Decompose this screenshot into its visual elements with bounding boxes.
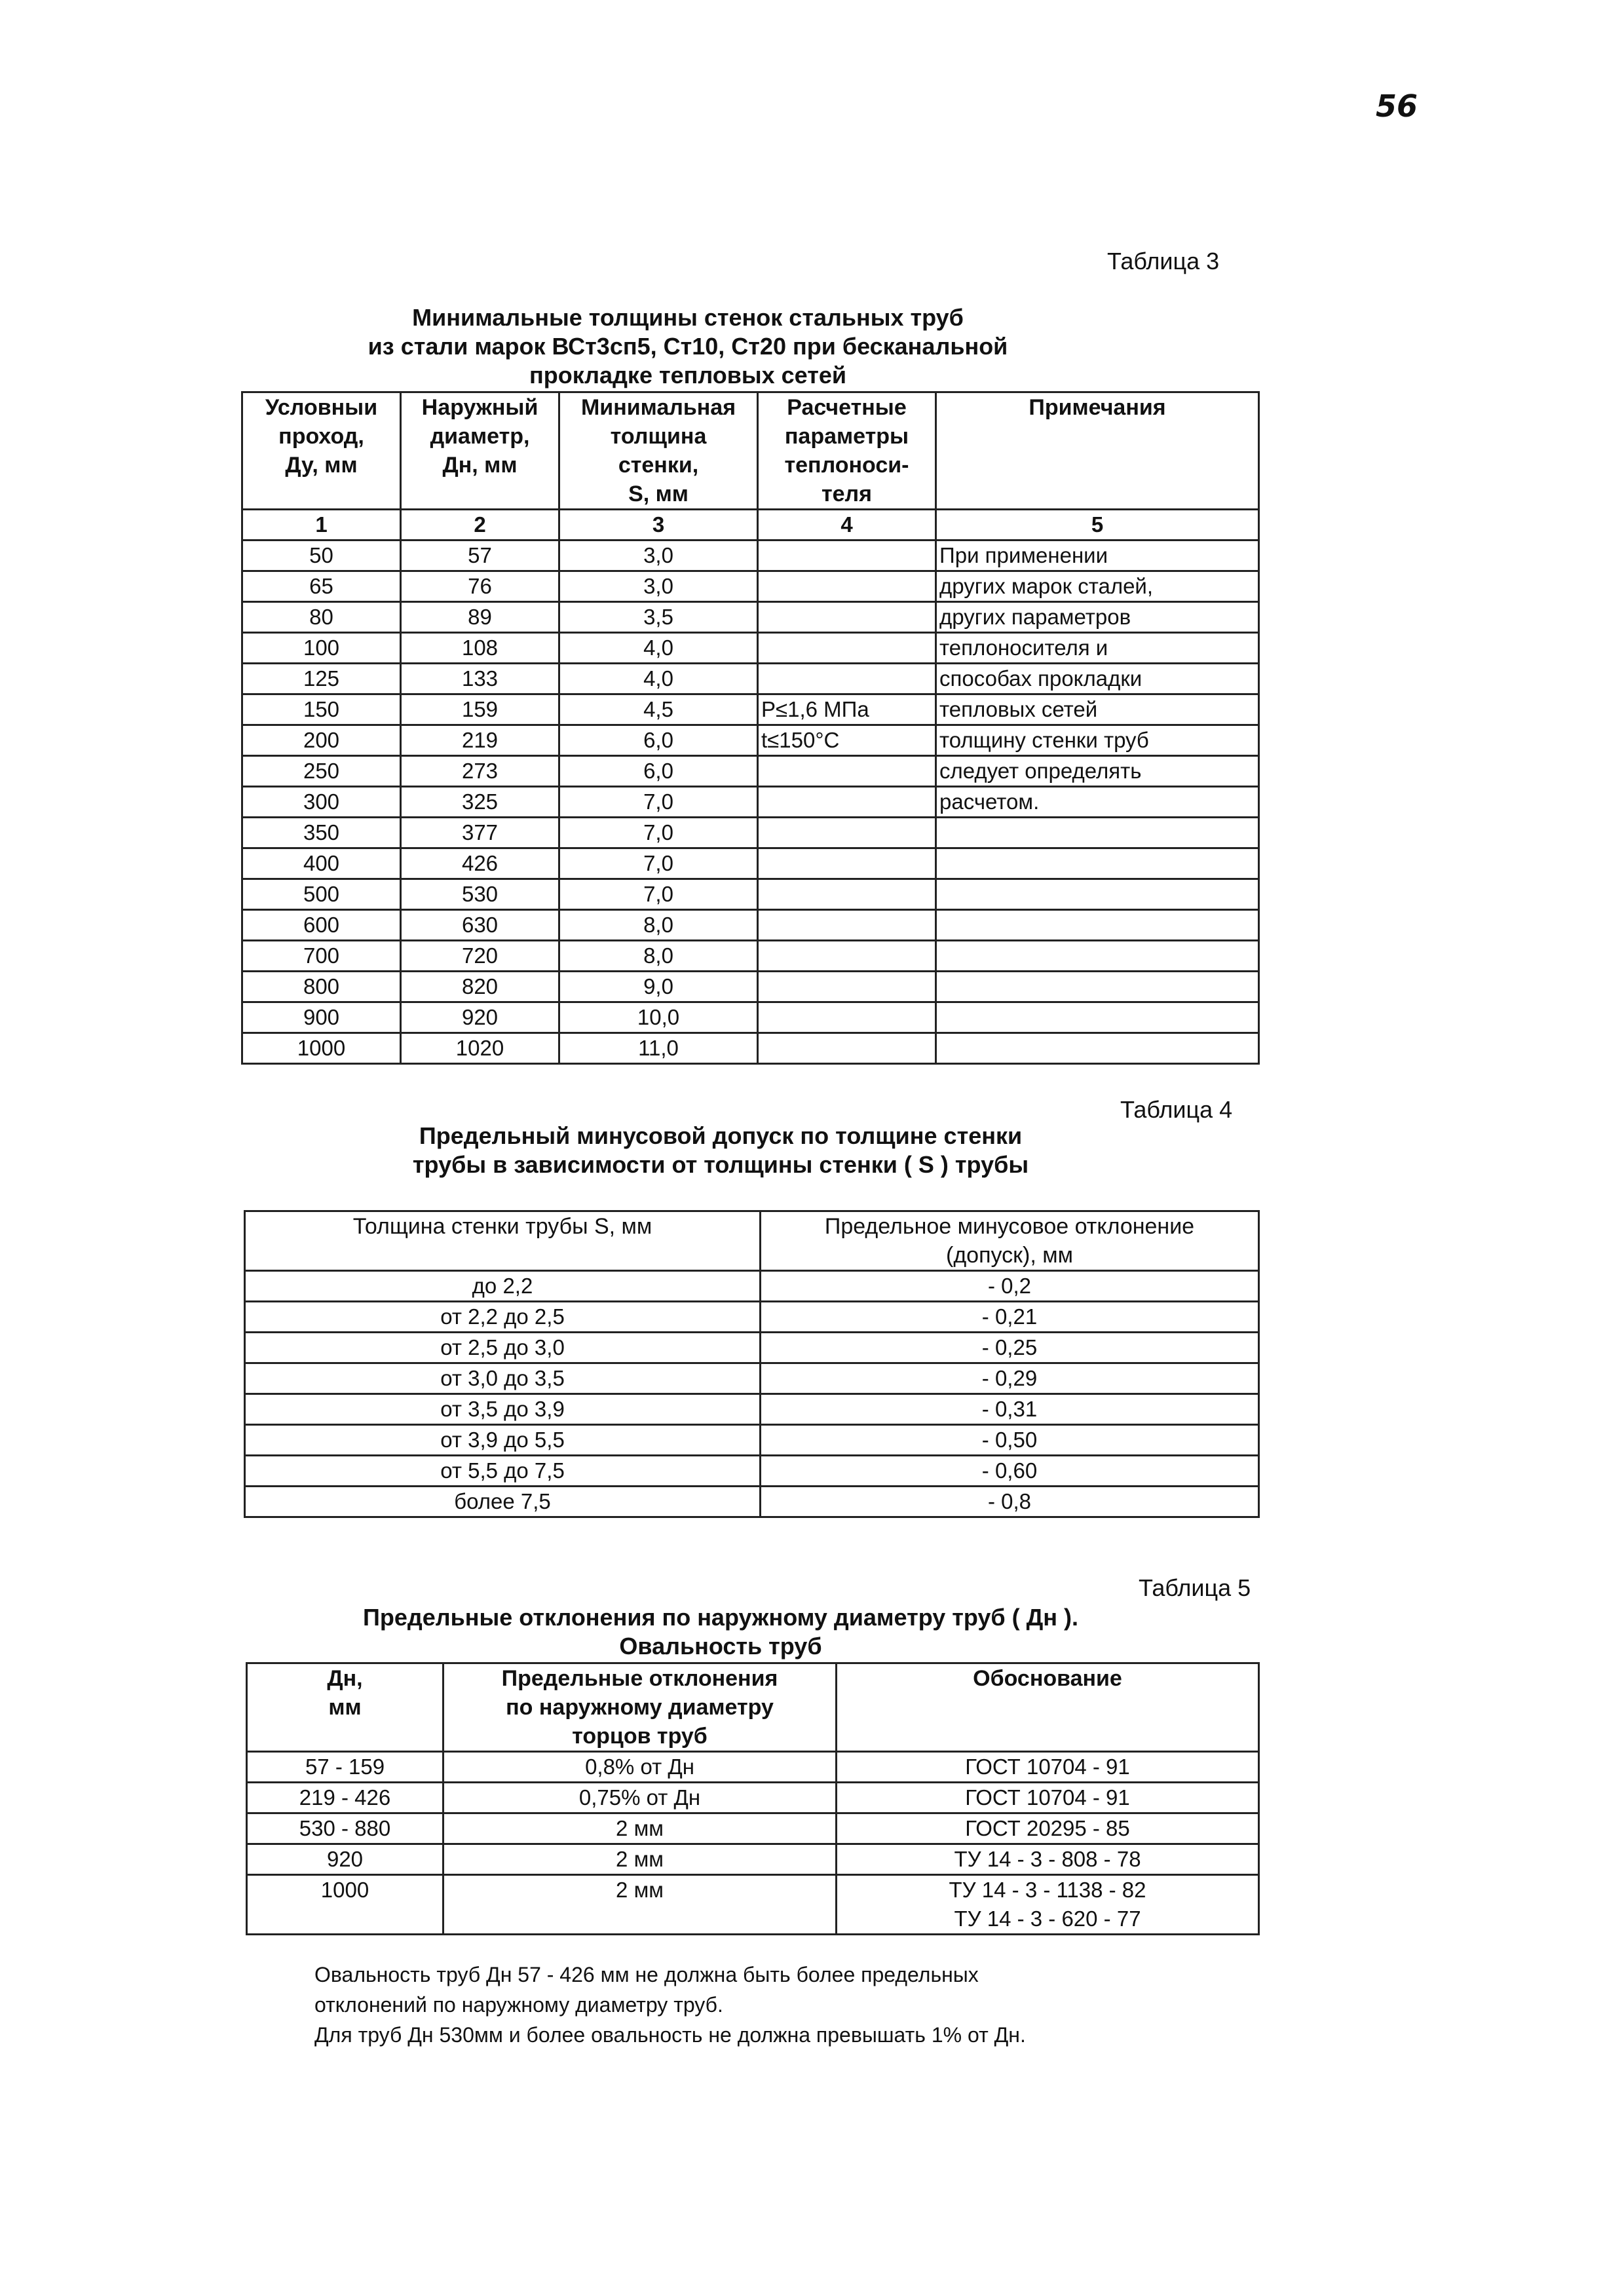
table-cell: 920: [401, 1002, 559, 1033]
table-cell: 11,0: [559, 1033, 758, 1064]
table3-param-cell: [758, 910, 936, 941]
table5-header-cell-line: Дн,: [327, 1666, 363, 1691]
table3-colnum-cell: 1: [242, 510, 401, 541]
table-row: [245, 1302, 1259, 1333]
table3-param-cell: [758, 787, 936, 818]
table3-note-cell: других параметров: [936, 602, 1259, 633]
table-row: [242, 972, 1259, 1002]
table3-note-cell: [936, 1002, 1259, 1033]
table3-note-cell: тепловых сетей: [936, 694, 1259, 725]
table-cell: [837, 1844, 1259, 1875]
table3-note-cell: [936, 1033, 1259, 1064]
table3-note-cell: других марок сталей,: [936, 571, 1259, 602]
table-cell: 7,0: [559, 848, 758, 879]
table3-note-cell: [936, 818, 1259, 848]
table3-colnum-row: [242, 510, 1259, 541]
table-row: [242, 694, 1259, 725]
table3-param-cell: [758, 848, 936, 879]
table5-header-cell-line: по наружному диаметру: [506, 1695, 774, 1720]
table-cell: [837, 1752, 1259, 1783]
table3-header-cell-line: теля: [821, 482, 872, 506]
table-cell: от 2,2 до 2,5: [245, 1302, 761, 1333]
table-cell: 300: [242, 787, 401, 818]
table5-header-cell: [247, 1663, 444, 1752]
table-cell-line: ГОСТ 20295 - 85: [965, 1816, 1130, 1840]
table5-title-line: Овальность труб: [619, 1633, 822, 1660]
table-cell: 7,0: [559, 787, 758, 818]
table-cell: 3,5: [559, 602, 758, 633]
table3-note-cell: [936, 972, 1259, 1002]
table-cell-line: 0,8% от Дн: [585, 1754, 694, 1779]
table3-param-cell: [758, 941, 936, 972]
table-cell: 125: [242, 664, 401, 694]
table-cell: 250: [242, 756, 401, 787]
table3-header-cell-line: параметры: [784, 424, 909, 449]
table-cell: 400: [242, 848, 401, 879]
table-row: [245, 1456, 1259, 1487]
table3-note-cell: теплоносителя и: [936, 633, 1259, 664]
table3-header-cell-line: Примечания: [1029, 395, 1166, 420]
table-row: [247, 1875, 1259, 1935]
table-row: [242, 1002, 1259, 1033]
table-cell: 350: [242, 818, 401, 848]
table-row: [247, 1752, 1259, 1783]
table3-param-cell: [758, 633, 936, 664]
table-cell: 108: [401, 633, 559, 664]
table-cell: [444, 1875, 837, 1935]
table3-param-cell: [758, 571, 936, 602]
footnote-line: отклонений по наружному диаметру труб.: [314, 1993, 723, 2017]
table-row: [245, 1425, 1259, 1456]
table-cell: 4,5: [559, 694, 758, 725]
table3-note-cell: расчетом.: [936, 787, 1259, 818]
table-cell: 133: [401, 664, 559, 694]
table-cell: [444, 1813, 837, 1844]
table-cell: 89: [401, 602, 559, 633]
table-cell: 8,0: [559, 941, 758, 972]
table4-header-cell: [245, 1211, 761, 1271]
table-cell: [247, 1752, 444, 1783]
table-row: [242, 756, 1259, 787]
table3-header-cell-line: Минимальная: [580, 395, 736, 420]
table3-colnum-cell: 4: [758, 510, 936, 541]
table3-note-cell: следует определять: [936, 756, 1259, 787]
table-cell-line: 2 мм: [616, 1816, 664, 1840]
table4-header-cell-line: (допуск), мм: [946, 1243, 1073, 1268]
table3-note-cell: При применении: [936, 541, 1259, 571]
table3-param-cell: P≤1,6 МПа: [758, 694, 936, 725]
table-cell-line: 219 - 426: [299, 1785, 391, 1810]
table-cell-line: ТУ 14 - 3 - 1138 - 82: [949, 1878, 1146, 1902]
table3-header-cell-line: Ду, мм: [285, 453, 358, 478]
table-cell: 273: [401, 756, 559, 787]
footnote-line: Овальность труб Дн 57 - 426 мм не должна быть более предельных: [314, 1963, 979, 1986]
table-row: [242, 541, 1259, 571]
table-cell-line: 920: [326, 1847, 364, 1871]
table-cell: 3,0: [559, 571, 758, 602]
table-cell-line: ТУ 14 - 3 - 808 - 78: [954, 1847, 1141, 1871]
table-row: [242, 571, 1259, 602]
table-cell: 800: [242, 972, 401, 1002]
table-cell: 7,0: [559, 879, 758, 910]
table-cell: 6,0: [559, 725, 758, 756]
table-cell: - 0,29: [761, 1363, 1259, 1394]
table3-param-cell: [758, 879, 936, 910]
table-cell: 150: [242, 694, 401, 725]
table5-header-cell-line: торцов труб: [572, 1724, 708, 1749]
footnote-line: Для труб Дн 530мм и более овальность не должна превышать 1% от Дн.: [314, 2023, 1026, 2047]
table-row: [245, 1394, 1259, 1425]
table-cell: - 0,25: [761, 1333, 1259, 1363]
table-row: [242, 633, 1259, 664]
table3-title-line: Минимальные толщины стенок стальных труб: [412, 304, 964, 331]
table3-header-cell: [559, 392, 758, 510]
table-row: [242, 910, 1259, 941]
table3-param-cell: [758, 818, 936, 848]
table-row: [247, 1813, 1259, 1844]
table-row: [242, 941, 1259, 972]
table3-header-cell-line: теплоноси-: [784, 453, 909, 478]
table-row: [242, 787, 1259, 818]
table3-header-cell: [401, 392, 559, 510]
table4-title-line: Предельный минусовой допуск по толщине стенки: [419, 1122, 1023, 1149]
table-cell: 8,0: [559, 910, 758, 941]
table-row: [245, 1363, 1259, 1394]
table-cell: [837, 1783, 1259, 1813]
table-cell-line: 2 мм: [616, 1878, 664, 1902]
table3-note-cell: [936, 910, 1259, 941]
table3-param-cell: [758, 602, 936, 633]
table5-header-cell: [837, 1663, 1259, 1752]
table-row: [247, 1783, 1259, 1813]
table-row: [242, 879, 1259, 910]
table3-note-cell: толщину стенки труб: [936, 725, 1259, 756]
table-cell: 65: [242, 571, 401, 602]
table-cell: 500: [242, 879, 401, 910]
table3-note-cell: способах прокладки: [936, 664, 1259, 694]
table-cell: [444, 1783, 837, 1813]
table-cell: [247, 1783, 444, 1813]
table-cell: 700: [242, 941, 401, 972]
table3-header-cell: [242, 392, 401, 510]
table-cell: - 0,21: [761, 1302, 1259, 1333]
table3-note-cell: [936, 879, 1259, 910]
table-cell: от 3,9 до 5,5: [245, 1425, 761, 1456]
table-cell: 4,0: [559, 633, 758, 664]
table-cell: 530: [401, 879, 559, 910]
table-cell: 219: [401, 725, 559, 756]
table-cell: [247, 1844, 444, 1875]
table5-header-cell-line: Предельные отклонения: [501, 1666, 778, 1691]
table-cell: [247, 1875, 444, 1935]
table3-colnum-cell: 3: [559, 510, 758, 541]
table-row: [242, 818, 1259, 848]
table3-header-cell-line: Дн, мм: [442, 453, 518, 478]
table3-title-line: прокладке тепловых сетей: [529, 362, 846, 389]
table3-param-cell: [758, 541, 936, 571]
table3-colnum-cell: 2: [401, 510, 559, 541]
table3-header-cell-line: Условныи: [265, 395, 378, 420]
table-cell-line: 2 мм: [616, 1847, 664, 1871]
table-cell: 10,0: [559, 1002, 758, 1033]
table-cell: 377: [401, 818, 559, 848]
table5-header-cell-line: мм: [328, 1695, 362, 1720]
table3-header-cell-line: диаметр,: [430, 424, 530, 449]
table3-param-cell: [758, 664, 936, 694]
table3-param-cell: [758, 1033, 936, 1064]
table-cell: от 5,5 до 7,5: [245, 1456, 761, 1487]
table5: [246, 1662, 1260, 1935]
table3-param-cell: [758, 1002, 936, 1033]
table-cell-line: 0,75% от Дн: [578, 1785, 701, 1810]
table3-header-cell: [936, 392, 1259, 510]
table3-title: [236, 303, 1140, 390]
table4-header-row: [245, 1211, 1259, 1271]
table-cell: 57: [401, 541, 559, 571]
table3-header-cell-line: проход,: [278, 424, 364, 449]
table-cell: 426: [401, 848, 559, 879]
table4-title: [328, 1122, 1114, 1179]
table-cell-line: 530 - 880: [299, 1816, 391, 1840]
table-cell: 100: [242, 633, 401, 664]
table5-title-line: Предельные отклонения по наружному диаметру труб ( Дн ).: [362, 1604, 1079, 1631]
table4-caption: Таблица 4: [1120, 1096, 1233, 1123]
table-cell: 720: [401, 941, 559, 972]
table-cell-line: ТУ 14 - 3 - 620 - 77: [954, 1906, 1141, 1931]
table3-note-cell: [936, 848, 1259, 879]
table-cell: 6,0: [559, 756, 758, 787]
table-cell: 4,0: [559, 664, 758, 694]
table-cell: [444, 1844, 837, 1875]
table-cell: 630: [401, 910, 559, 941]
table4: [244, 1210, 1260, 1518]
table-row: [242, 664, 1259, 694]
table3-caption: Таблица 3: [1107, 248, 1220, 275]
table-cell: 325: [401, 787, 559, 818]
table3-param-cell: [758, 972, 936, 1002]
table-row: [245, 1487, 1259, 1517]
table3-header-cell-line: S, мм: [628, 482, 689, 506]
table5-header-row: [247, 1663, 1259, 1752]
table3: [241, 391, 1260, 1065]
table5-title: [262, 1603, 1179, 1661]
table-cell: [837, 1813, 1259, 1844]
table-cell: [247, 1813, 444, 1844]
table-cell: - 0,8: [761, 1487, 1259, 1517]
table-cell-line: ГОСТ 10704 - 91: [965, 1754, 1130, 1779]
table-cell-line: 1000: [320, 1878, 369, 1902]
table3-title-line: из стали марок ВСт3сп5, Ст10, Ст20 при бесканальной: [368, 333, 1008, 360]
table3-header-cell: [758, 392, 936, 510]
table-cell: от 3,0 до 3,5: [245, 1363, 761, 1394]
table-cell: - 0,2: [761, 1271, 1259, 1302]
table-row: [242, 725, 1259, 756]
table5-header-cell-line: Обоснование: [973, 1666, 1122, 1691]
table5-caption: Таблица 5: [1139, 1574, 1251, 1601]
table-cell: 1000: [242, 1033, 401, 1064]
table-row: [242, 1033, 1259, 1064]
table-cell-line: ГОСТ 10704 - 91: [965, 1785, 1130, 1810]
table-cell: 900: [242, 1002, 401, 1033]
table-cell: 7,0: [559, 818, 758, 848]
table-cell: от 3,5 до 3,9: [245, 1394, 761, 1425]
table4-header-cell: [761, 1211, 1259, 1271]
table-cell: [444, 1752, 837, 1783]
table3-header-cell-line: толщина: [610, 424, 707, 449]
table-cell: 200: [242, 725, 401, 756]
table-cell: от 2,5 до 3,0: [245, 1333, 761, 1363]
table4-header-cell-line: Толщина стенки трубы S, мм: [352, 1214, 652, 1239]
table-cell: [837, 1875, 1259, 1935]
table4-header-cell-line: Предельное минусовое отклонение: [824, 1214, 1195, 1239]
table-row: [247, 1844, 1259, 1875]
table-row: [242, 848, 1259, 879]
table3-header-cell-line: стенки,: [618, 453, 699, 478]
table-cell: 820: [401, 972, 559, 1002]
table-cell: - 0,31: [761, 1394, 1259, 1425]
table3-note-cell: [936, 941, 1259, 972]
table-cell: 1020: [401, 1033, 559, 1064]
table-cell-line: 57 - 159: [305, 1754, 385, 1779]
table-row: [242, 602, 1259, 633]
table-cell: - 0,60: [761, 1456, 1259, 1487]
table3-header-cell-line: Наружный: [421, 395, 538, 420]
table5-header-cell: [444, 1663, 837, 1752]
table-cell: более 7,5: [245, 1487, 761, 1517]
table3-colnum-cell: 5: [936, 510, 1259, 541]
table3-header-cell-line: Расчетные: [787, 395, 907, 420]
table-cell: 9,0: [559, 972, 758, 1002]
table-cell: 3,0: [559, 541, 758, 571]
table-cell: 159: [401, 694, 559, 725]
table-cell: 80: [242, 602, 401, 633]
table3-param-cell: [758, 756, 936, 787]
footnote: [314, 1960, 1297, 2050]
table-cell: до 2,2: [245, 1271, 761, 1302]
table3-header-row: [242, 392, 1259, 510]
table-cell: 600: [242, 910, 401, 941]
table-cell: - 0,50: [761, 1425, 1259, 1456]
table-cell: 76: [401, 571, 559, 602]
table4-title-line: трубы в зависимости от толщины стенки ( S ) трубы: [412, 1151, 1029, 1178]
table3-param-cell: t≤150°C: [758, 725, 936, 756]
page-number: 56: [1376, 88, 1418, 124]
table-cell: 50: [242, 541, 401, 571]
table-row: [245, 1271, 1259, 1302]
table-row: [245, 1333, 1259, 1363]
